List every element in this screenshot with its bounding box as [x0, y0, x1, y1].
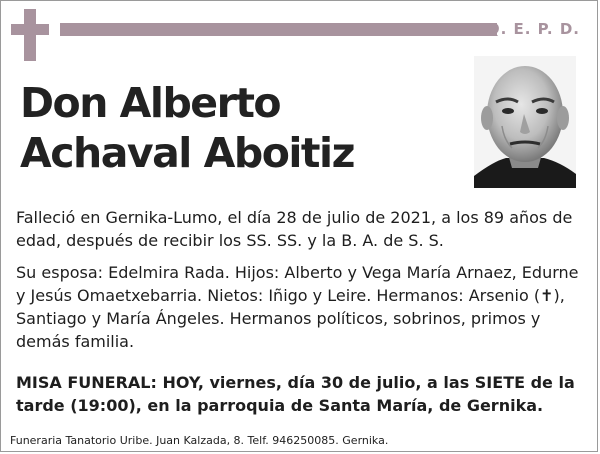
funeral-home-footer: Funeraria Tanatorio Uribe. Juan Kalzada, 8. Telf. 946250085. Gernika. [10, 434, 389, 447]
qepd-label: Q. E. P. D. [486, 20, 580, 38]
deceased-name [20, 78, 354, 178]
family-paragraph: Su esposa: Edelmira Rada. Hijos: Alberto y Vega María Arnaez, Edurne y Jesús Omaetxebarria. Nietos: Iñigo y Leire. Hermanos: Arsenio (✝), Santiago y María Ángeles. Hermanos políticos, sobrinos, primos y demás familia. [16, 263, 579, 351]
header-bar [60, 23, 497, 36]
cross-icon [11, 9, 49, 61]
name-line-1: Don Alberto [20, 79, 281, 127]
portrait-photo [474, 56, 576, 188]
funeral-mass-paragraph: MISA FUNERAL: HOY, viernes, día 30 de julio, a las SIETE de la tarde (19:00), en la parroquia de Santa María, de Gernika. [16, 373, 575, 415]
name-line-2: Achaval Aboitiz [20, 129, 354, 177]
death-notice-paragraph: Falleció en Gernika-Lumo, el día 28 de julio de 2021, a los 89 años de edad, después de recibir los SS. SS. y la B. A. de S. S. [16, 208, 573, 250]
portrait-illustration [474, 56, 576, 188]
